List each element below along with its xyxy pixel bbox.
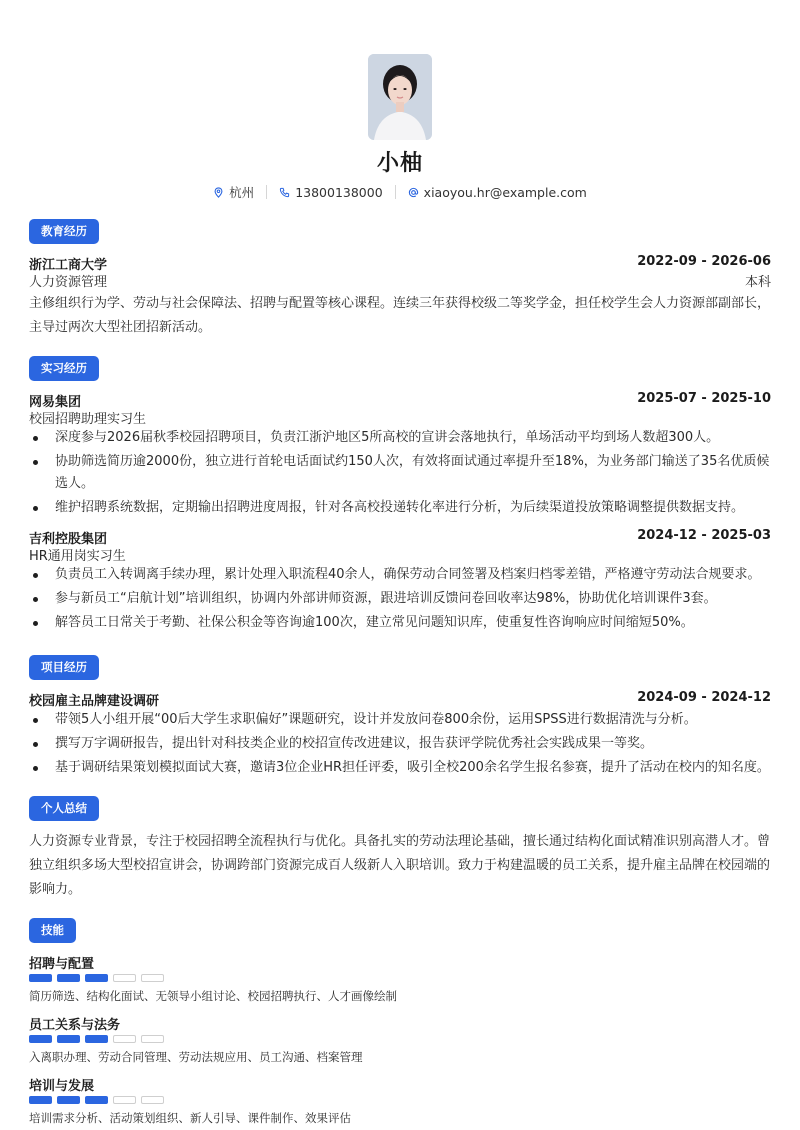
skill-name: 培训与发展: [29, 1079, 95, 1094]
bullet-item: 负责员工入转调离手续办理，累计处理入职流程40余人，确保劳动合同签署及档案归档零差错，严格遵守劳动法合规要求。: [29, 564, 771, 586]
phone-icon: [279, 187, 290, 198]
education-date: 2022-09 - 2026-06: [637, 254, 771, 269]
section-badge-summary: 个人总结: [29, 796, 99, 821]
level-segment-filled: [57, 974, 80, 982]
skill-description: 入离职办理、劳动合同管理、劳动法规应用、员工沟通、档案管理: [29, 1050, 363, 1064]
role: 校园招聘助理实习生: [29, 412, 147, 427]
portrait-image: [368, 54, 432, 140]
level-segment-filled: [29, 1096, 52, 1104]
level-segment-filled: [29, 1035, 52, 1043]
level-segment-empty: [113, 1096, 136, 1104]
summary-text: 人力资源专业背景，专注于校园招聘全流程执行与优化。具备扎实的劳动法理论基础，擅长通过结构化面试精准识别高潜人才。曾独立组织多场大型校招宣讲会，协调跨部门资源完成百人级新人入职培训。致力于构建温暖的员工关系，提升雇主品牌在校园端的影响力。: [29, 834, 771, 897]
company-name: 网易集团: [29, 395, 82, 410]
level-segment-filled: [85, 1035, 108, 1043]
contact-email: [408, 185, 587, 200]
skill-name: 招聘与配置: [29, 957, 95, 972]
phone-text[interactable]: 13800138000: [295, 184, 383, 200]
profile-photo: [368, 54, 432, 140]
divider: [266, 185, 267, 199]
internship-role-row: [29, 545, 771, 564]
skill-description: 培训需求分析、活动策划组织、新人引导、课件制作、效果评估: [29, 1111, 351, 1125]
contact-phone: [279, 185, 382, 200]
internship-date: 2024-12 - 2025-03: [637, 528, 771, 543]
contact-location: [213, 183, 254, 201]
level-segment-filled: [57, 1096, 80, 1104]
project-bullets: [29, 709, 771, 781]
bullet-item: 撰写万字调研报告，提出针对科技类企业的校招宣传改进建议，报告获评学院优秀社会实践成果一等奖。: [29, 733, 771, 755]
major: 人力资源管理: [29, 275, 108, 290]
bullet-item: 协助筛选简历逾2000份，独立进行首轮电话面试约150人次，有效将面试通过率提升至18%，为业务部门输送了35名优质候选人。: [29, 451, 771, 495]
candidate-name: 小柚: [376, 151, 423, 176]
divider: [395, 185, 396, 199]
internship-bullets: [29, 564, 771, 636]
education-description: 主修组织行为学、劳动与社会保障法、招聘与配置等核心课程。连续三年获得校级二等奖学金，担任校学生会人力资源部副部长，主导过两次大型社团招新活动。: [29, 296, 771, 335]
internship-bullets: [29, 427, 771, 521]
education-sub-row: [29, 271, 771, 290]
project-date: 2024-09 - 2024-12: [637, 690, 771, 705]
section-badge-projects: 项目经历: [29, 655, 99, 680]
company-name: 吉利控股集团: [29, 532, 108, 547]
bullet-item: 参与新员工“启航计划”培训组织，协调内外部讲师资源，跟进培训反馈问卷回收率达98%，协助优化培训课件3套。: [29, 588, 771, 610]
level-segment-empty: [113, 974, 136, 982]
bullet-item: 解答员工日常关于考勤、社保公积金等咨询逾100次，建立常见问题知识库，使重复性咨询响应时间缩短50%。: [29, 612, 771, 634]
level-segment-empty: [113, 1035, 136, 1043]
bullet-item: 维护招聘系统数据，定期输出招聘进度周报，针对各高校投递转化率进行分析，为后续渠道投放策略调整提供数据支持。: [29, 497, 771, 519]
contact-info: [0, 183, 800, 201]
at-sign-icon: [408, 187, 419, 198]
skill-level-bar: [29, 1035, 164, 1043]
level-segment-empty: [141, 974, 164, 982]
level-segment-empty: [141, 1096, 164, 1104]
role: HR通用岗实习生: [29, 549, 126, 564]
skill-level-bar: [29, 974, 164, 982]
project-header-row: [29, 690, 771, 709]
section-badge-internships: 实习经历: [29, 356, 99, 381]
section-badge-education: 教育经历: [29, 219, 99, 244]
internship-role-row: [29, 408, 771, 427]
level-segment-filled: [57, 1035, 80, 1043]
skill-name: 员工关系与法务: [29, 1018, 121, 1033]
level-segment-filled: [85, 974, 108, 982]
school-name: 浙江工商大学: [29, 258, 108, 273]
bullet-item: 深度参与2026届秋季校园招聘项目，负责江浙沪地区5所高校的宣讲会落地执行，单场活动平均到场人数超300人。: [29, 427, 771, 449]
level-segment-empty: [141, 1035, 164, 1043]
bullet-item: 带领5人小组开展“00后大学生求职偏好”课题研究，设计并发放问卷800余份，运用SPSS进行数据清洗与分析。: [29, 709, 771, 731]
location-pin-icon: [213, 187, 224, 198]
section-badge-skills: 技能: [29, 918, 76, 943]
bullet-item: 基于调研结果策划模拟面试大赛，邀请3位企业HR担任评委，吸引全校200余名学生报名参赛，提升了活动在校内的知名度。: [29, 757, 771, 779]
degree: 本科: [744, 275, 771, 290]
skill-description: 简历筛选、结构化面试、无领导小组讨论、校园招聘执行、人才画像绘制: [29, 989, 397, 1003]
location-text: 杭州: [229, 185, 255, 200]
internship-date: 2025-07 - 2025-10: [637, 391, 771, 406]
level-segment-filled: [85, 1096, 108, 1104]
email-text[interactable]: xiaoyou.hr@example.com: [423, 184, 587, 200]
project-name: 校园雇主品牌建设调研: [29, 694, 160, 709]
level-segment-filled: [29, 974, 52, 982]
skill-level-bar: [29, 1096, 164, 1104]
